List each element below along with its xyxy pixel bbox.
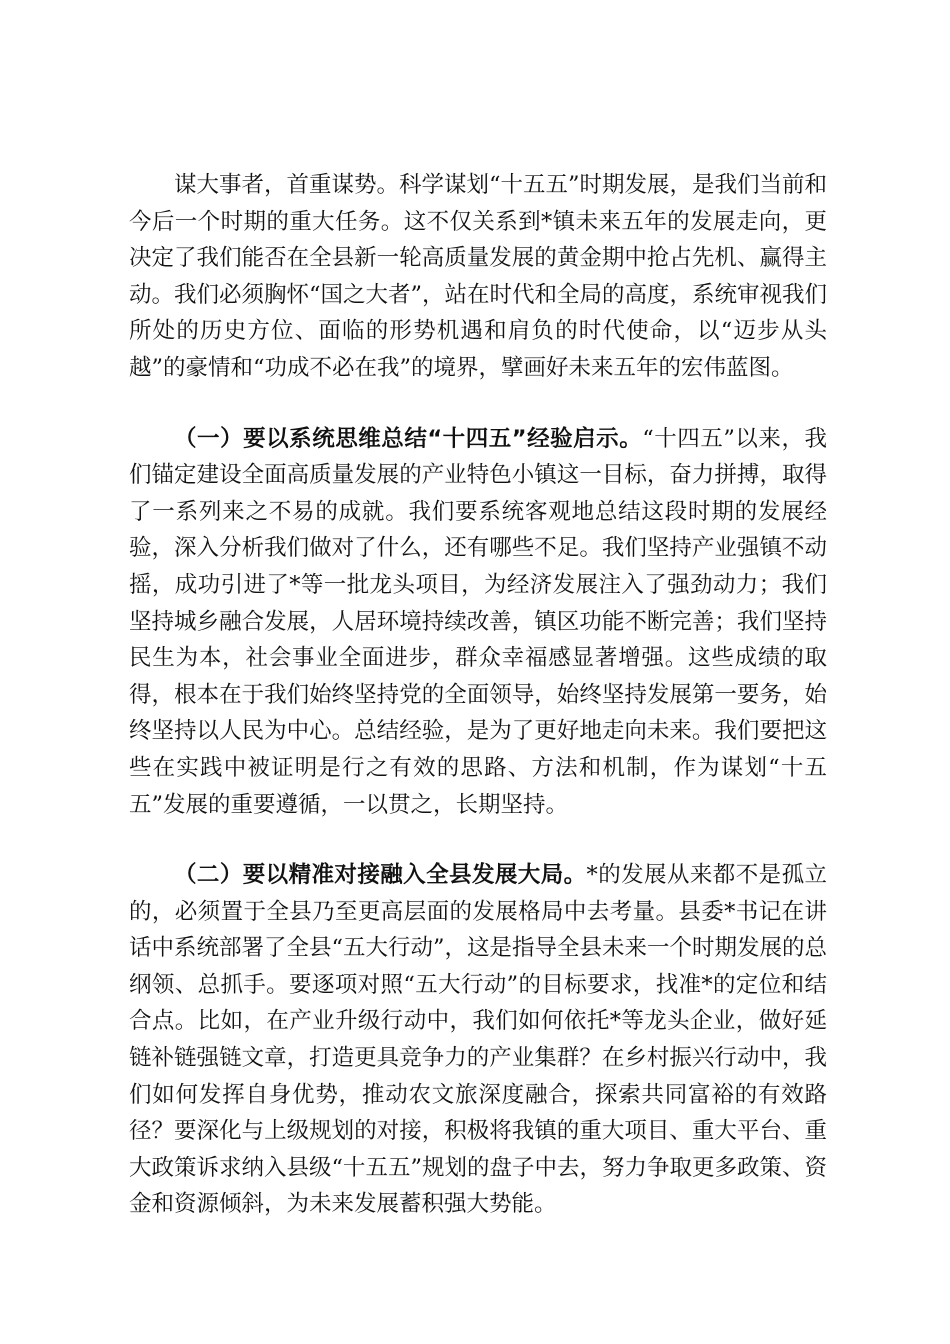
document-page (129, 167, 827, 1223)
section-one-heading: （一）要以系统思维总结“十四五”经验启示。 (174, 425, 643, 452)
section-one-paragraph (129, 421, 827, 824)
section-two-body: *的发展从来都不是孤立的，必须置于全县乃至更高层面的发展格局中去考量。县委*书记在讲话中系统部署了全县“五大行动”，这是指导全县未来一个时期发展的总纲领、总抓手。要逐项对照“五大行动”的目标要求，找准*的定位和结合点。比如，在产业升级行动中，我们如何依托*等龙头企业，做好延链补链强链文章，打造更具竞争力的产业集群？在乡村振兴行动中，我们如何发挥自身优势，推动农文旅深度融合，探索共同富裕的有效路径？要深化与上级规划的对接，积极将我镇的重大项目、重大平台、重大政策诉求纳入县级“十五五”规划的盘子中去，努力争取更多政策、资金和资源倾斜，为未来发展蓄积强大势能。 (129, 862, 828, 1218)
intro-paragraph (129, 167, 827, 387)
paragraph-body: 谋大事者，首重谋势。科学谋划“十五五”时期发展，是我们当前和今后一个时期的重大任务。这不仅关系到*镇未来五年的发展走向，更决定了我们能否在全县新一轮高质量发展的黄金期中抢占先机、赢得主动。我们必须胸怀“国之大者”，站在时代和全局的高度，系统审视我们所处的历史方位、面临的形势机遇和肩负的时代使命，以“迈步从头越”的豪情和“功成不必在我”的境界，擘画好未来五年的宏伟蓝图。 (129, 172, 828, 381)
section-two-paragraph (129, 857, 827, 1223)
section-one-body: “十四五”以来，我们锚定建设全面高质量发展的产业特色小镇这一目标，奋力拼搏，取得了一系列来之不易的成就。我们要系统客观地总结这段时期的发展经验，深入分析我们做对了什么，还有哪些不足。我们坚持产业强镇不动摇，成功引进了*等一批龙头项目，为经济发展注入了强劲动力；我们坚持城乡融合发展，人居环境持续改善，镇区功能不断完善；我们坚持民生为本，社会事业全面进步，群众幸福感显著增强。这些成绩的取得，根本在于我们始终坚持党的全面领导，始终坚持发展第一要务，始终坚持以人民为中心。总结经验，是为了更好地走向未来。我们要把这些在实践中被证明是行之有效的思路、方法和机制，作为谋划“十五五”发展的重要遵循，一以贯之，长期坚持。 (129, 425, 827, 818)
section-two-heading: （二）要以精准对接融入全县发展大局。 (174, 862, 587, 889)
